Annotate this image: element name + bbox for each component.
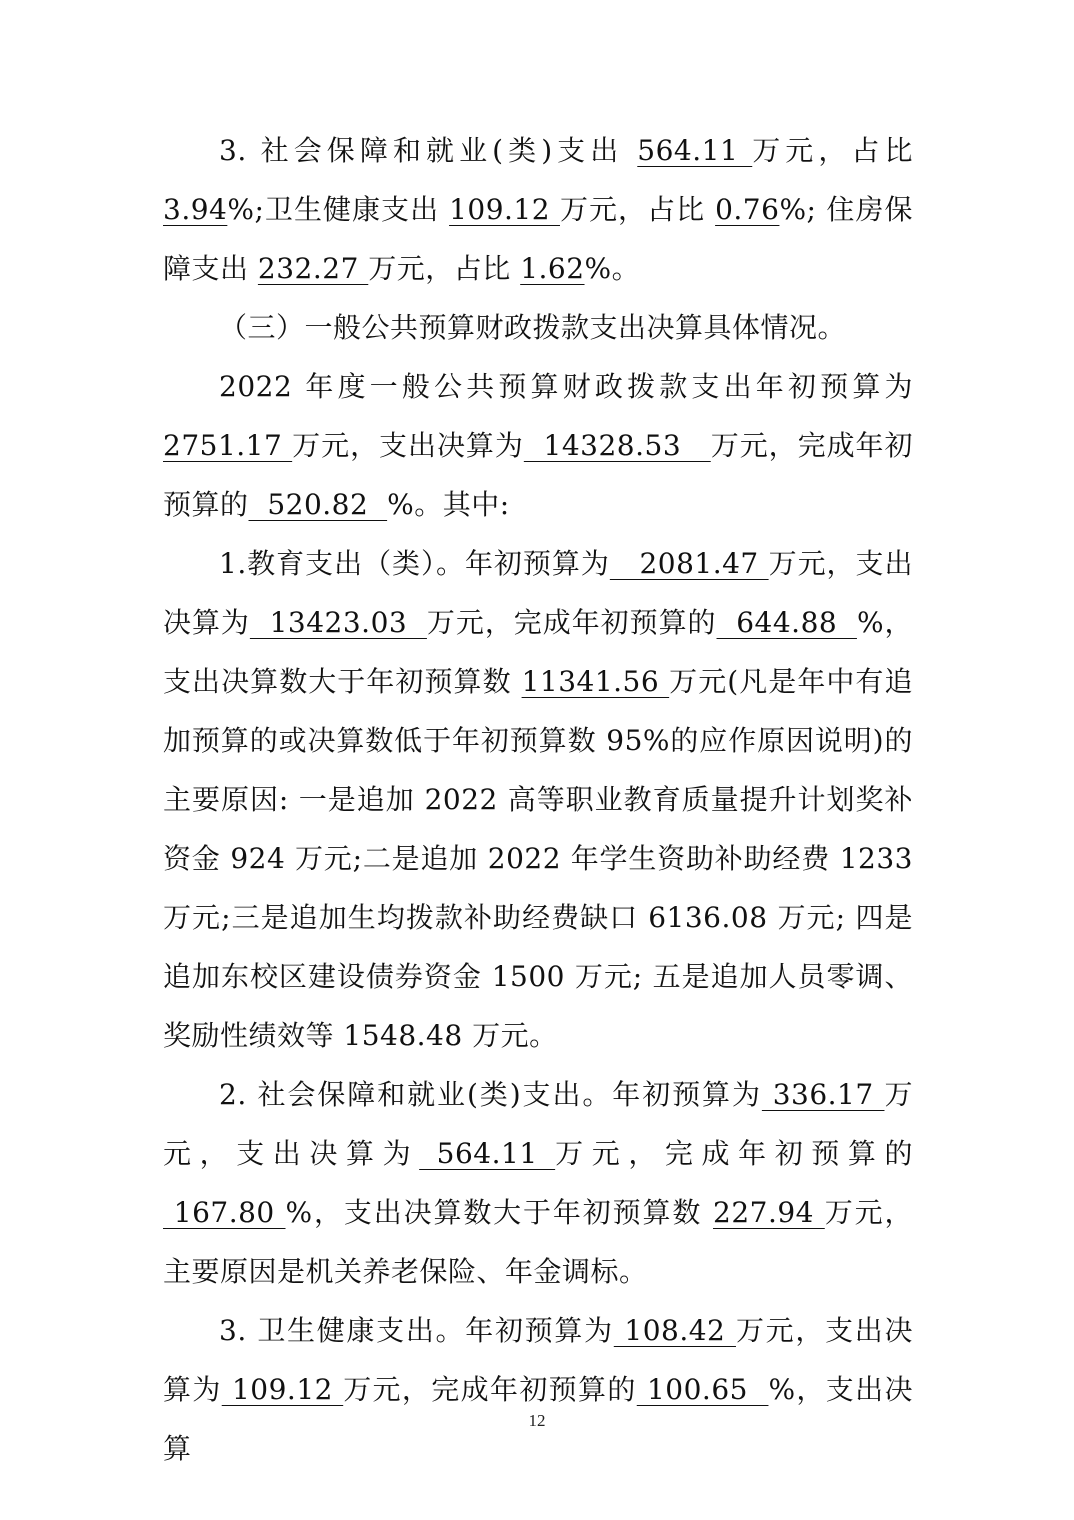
underlined-value: 13423.03 (249, 606, 427, 639)
text-segment: 2022 年度一般公共预算财政拨款支出年初预算为 (219, 370, 913, 403)
text-segment: 万元，完成年初预算的 (163, 429, 913, 521)
underlined-value: 564.11 (637, 134, 753, 167)
text-segment: 3. 卫生健康支出。年初预算为 (219, 1314, 614, 1347)
underlined-value: 1.62 (520, 252, 585, 285)
text-segment: （三）一般公共预算财政拨款支出决算具体情况。 (219, 311, 847, 344)
text-segment: 万元，占比 (368, 252, 521, 285)
underlined-value: 564.11 (419, 1137, 556, 1170)
text-segment: 3. 社会保障和就业(类)支出 (219, 134, 638, 167)
text-segment: 万元，占比 (559, 193, 716, 226)
page-number: 12 (528, 1411, 546, 1430)
text-segment: %，支出决算数大于年初预算数 (163, 606, 914, 698)
text-segment: %。其中: (387, 488, 510, 521)
text-segment: 万元，占比 (752, 134, 913, 167)
underlined-value: 167.80 (163, 1196, 286, 1229)
paragraph-2022-budget-summary (163, 357, 913, 534)
underlined-value: 336.17 (761, 1078, 885, 1111)
paragraph-health-expenditure (163, 1301, 913, 1478)
paragraph-social-security-expenditure (163, 1065, 913, 1301)
underlined-value: 108.42 (613, 1314, 736, 1347)
text-segment: 2. 社会保障和就业(类)支出。年初预算为 (219, 1078, 762, 1111)
paragraph-social-health-housing-share (163, 121, 913, 298)
underlined-value: 11341.56 (521, 665, 670, 698)
text-segment: 万元，完成年初预算的 (343, 1373, 637, 1406)
underlined-value: 227.94 (713, 1196, 825, 1229)
text-segment: 万元，支出决算为 (292, 429, 524, 462)
text-segment: %; 住房保障支出 (163, 193, 913, 285)
underlined-value: 109.12 (449, 193, 560, 226)
text-segment: 万元，支出决算为 (163, 547, 913, 639)
text-segment: %，支出决算数大于年初预算数 (285, 1196, 714, 1229)
underlined-value: 232.27 (257, 252, 369, 285)
underlined-value: 520.82 (248, 488, 388, 521)
text-segment: 万元，支出决算为 (163, 1078, 913, 1170)
underlined-value: 2751.17 (163, 429, 293, 462)
text-segment: 万元，主要原因是机关养老保险、年金调标。 (163, 1196, 913, 1288)
underlined-value: 14328.53 (523, 429, 711, 462)
text-segment: 万元，完成年初预算的 (555, 1137, 913, 1170)
document-body (163, 121, 913, 1478)
text-segment: 万元，完成年初预算的 (426, 606, 717, 639)
paragraph-education-expenditure (163, 534, 913, 1065)
section-heading-general-budget-expenditure (163, 298, 913, 357)
underlined-value: 644.88 (716, 606, 857, 639)
underlined-value: 3.94 (163, 193, 228, 226)
text-segment: %。 (584, 252, 641, 285)
underlined-value: 0.76 (715, 193, 780, 226)
underlined-value: 109.12 (221, 1373, 344, 1406)
text-segment: 万元，支出决算为 (163, 1314, 913, 1406)
underlined-value: 2081.47 (609, 547, 769, 580)
text-segment: 1.教育支出（类）。年初预算为 (219, 547, 610, 580)
underlined-value: 100.65 (636, 1373, 769, 1406)
text-segment: 万元(凡是年中有追加预算的或决算数低于年初预算数 95%的应作原因说明)的主要原因: 一是追加 2022 高等职业教育质量提升计划奖补资金 924 万元;二是追加 2022 年学生资助补助经费 1233 万元;三是追加生均拨款补助经费缺口 6136.08 万元; 四是追加东校区建设债券资金 1500 万元; 五是追加人员零调、奖励性绩效等 1548.48 万元。 (163, 665, 913, 1052)
text-segment: %;卫生健康支出 (227, 193, 450, 226)
text-segment: %，支出决算 (163, 1373, 913, 1465)
